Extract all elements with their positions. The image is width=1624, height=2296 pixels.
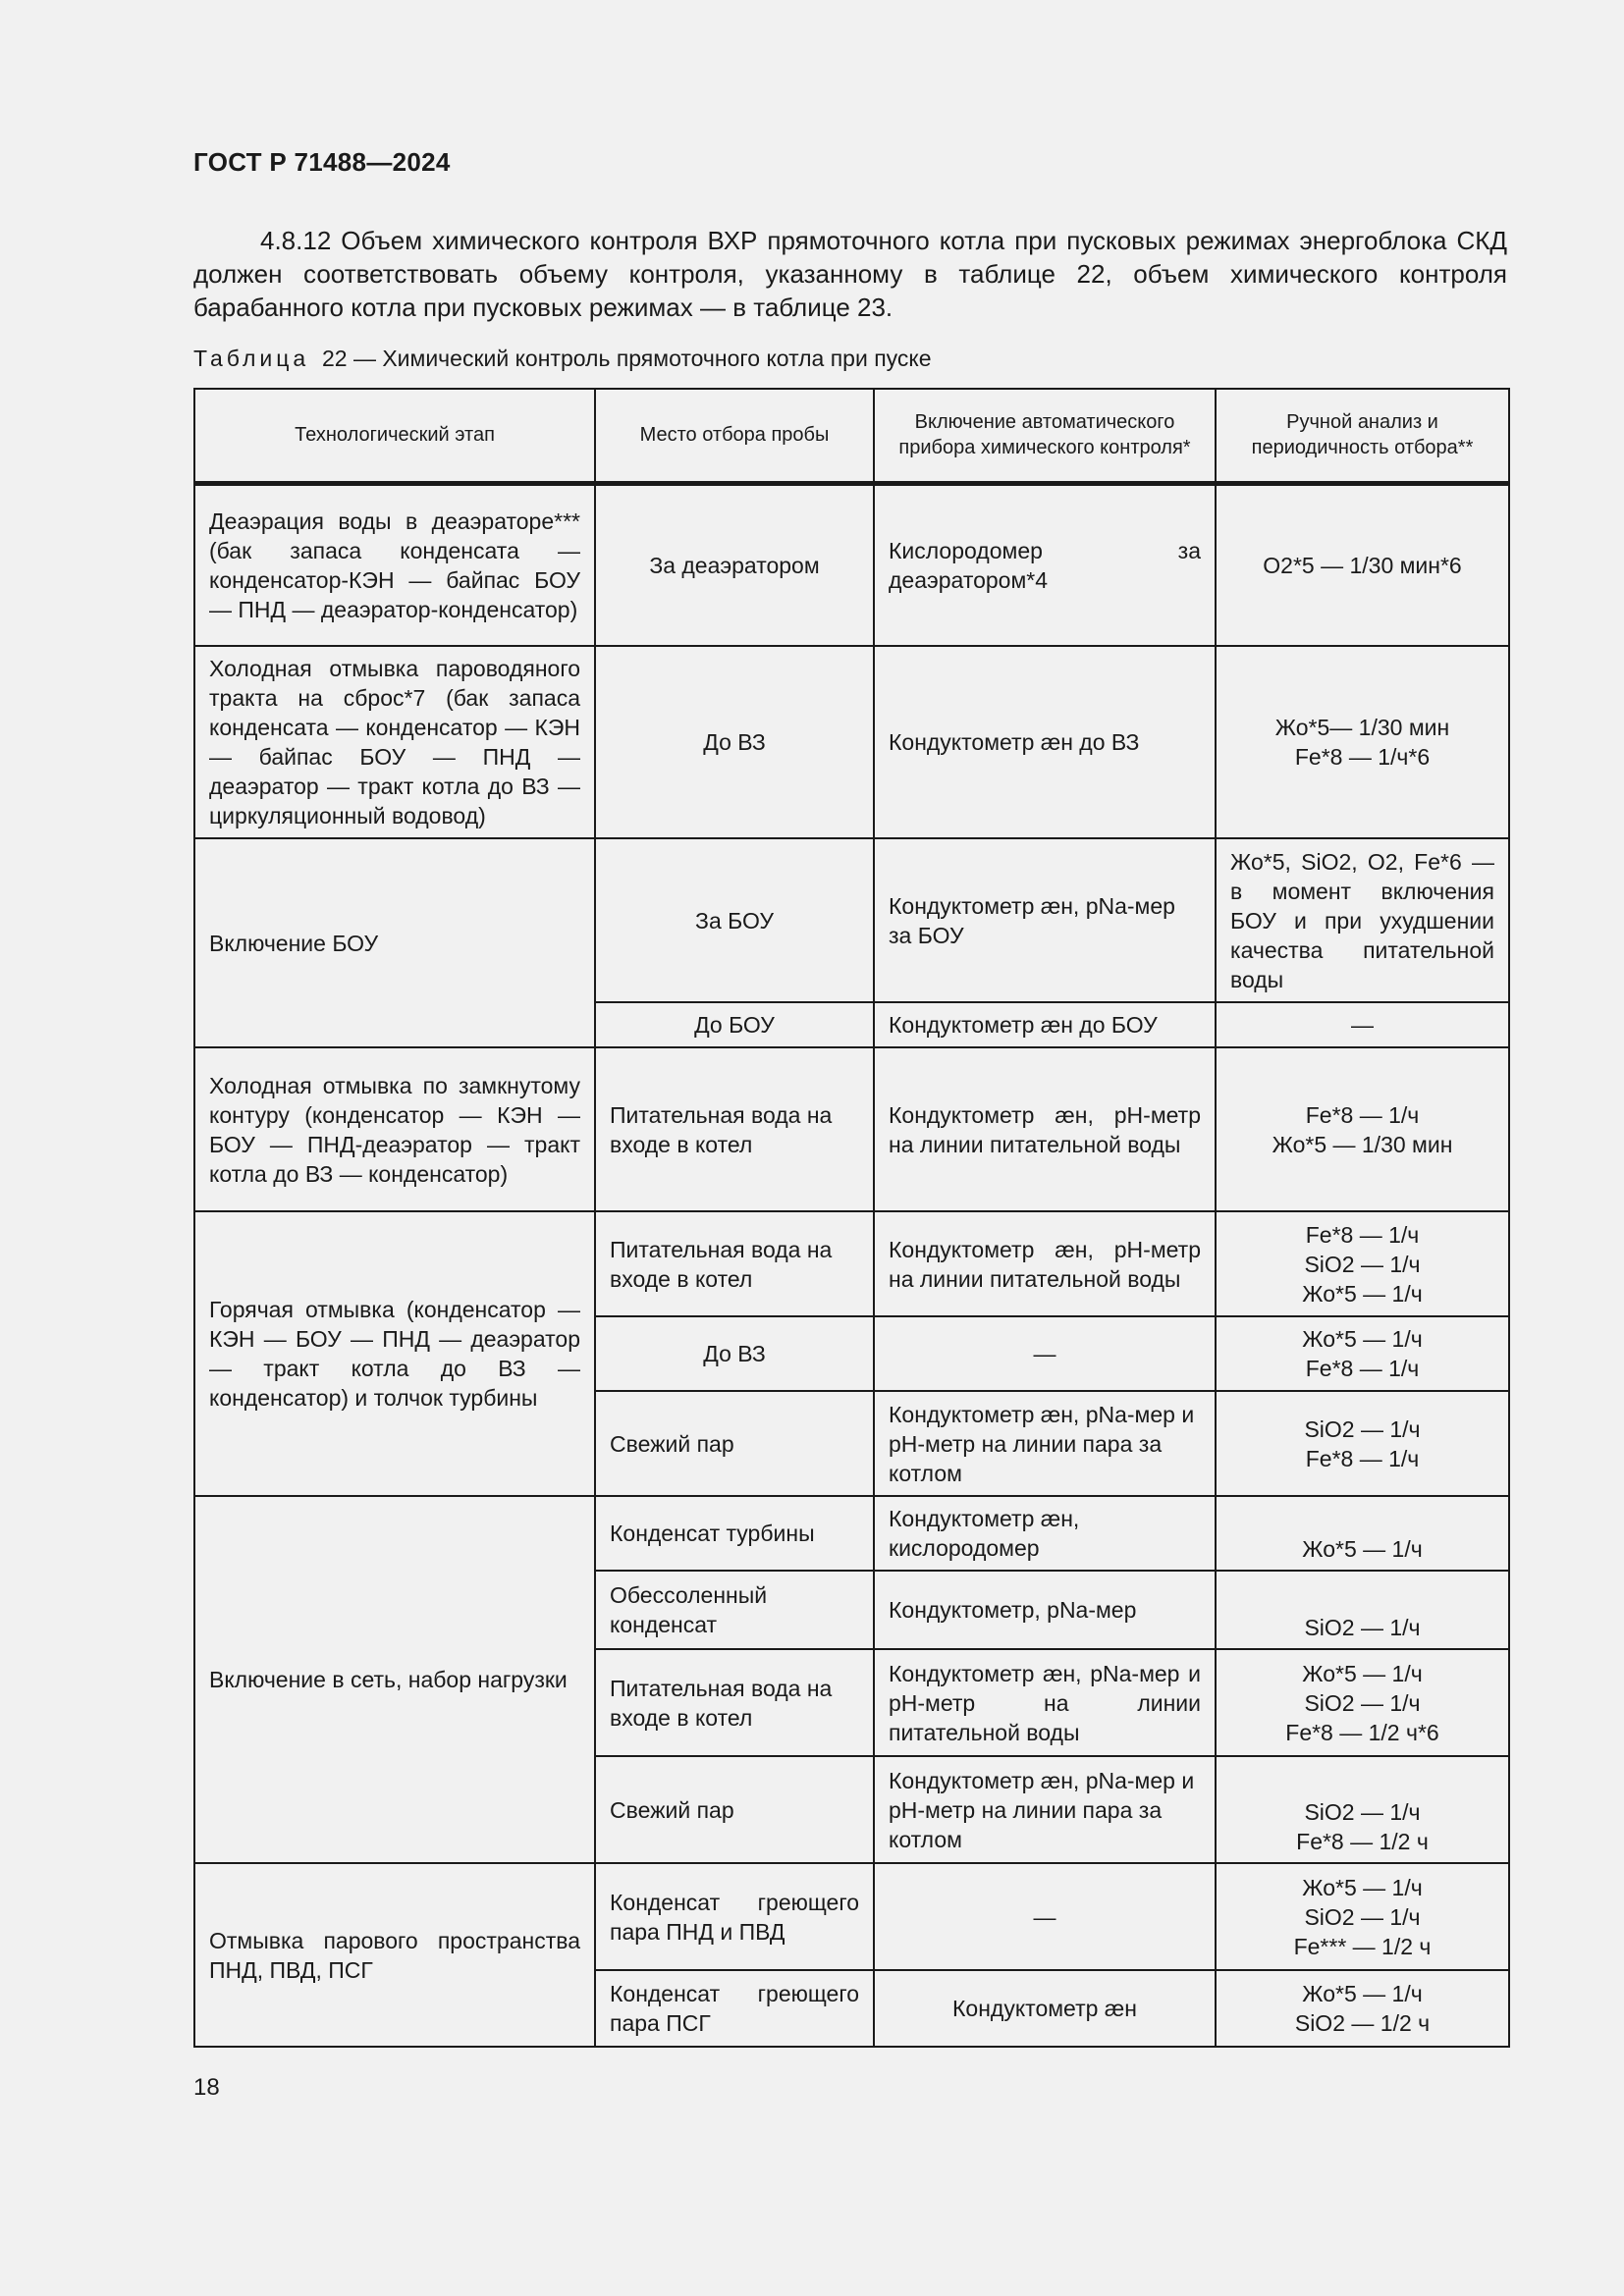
manual-line: O2*5 — 1/30 мин*6 (1263, 552, 1462, 578)
stage-cell: Включение БОУ (194, 838, 595, 1047)
table-row (194, 1211, 1509, 1316)
manual-line: SiO2 — 1/ч (1304, 1799, 1421, 1825)
place-cell: До ВЗ (595, 646, 874, 838)
device-cell: Кондуктометр æн, pH-метр на линии питательной воды (874, 1047, 1216, 1211)
manual-line: Fe*8 — 1/ч (1305, 1221, 1420, 1248)
device-cell: Кондуктометр æн, pNa-мер за БОУ (874, 838, 1216, 1002)
manual-cell (1216, 1863, 1509, 1970)
manual-cell (1216, 483, 1509, 646)
stage-cell: Холодная отмывка пароводяного тракта на сброс*7 (бак запаса конденсата — конденсатор — КЭН — байпас БОУ — ПНД — деаэратор — тракт котла до ВЗ — циркуляционный водовод) (194, 646, 595, 838)
chemical-control-table (193, 388, 1510, 2048)
document-header: ГОСТ Р 71488—2024 (193, 147, 451, 177)
page-number: 18 (193, 2074, 220, 2101)
header-device: Включение автоматического прибора химического контроля* (874, 389, 1216, 483)
manual-line: Fe*** — 1/2 ч (1293, 1933, 1432, 1959)
manual-line: Жо*5 — 1/ч (1302, 1981, 1423, 2006)
manual-line: SiO2 — 1/ч (1304, 1903, 1421, 1930)
stage-cell: Включение в сеть, набор нагрузки (194, 1496, 595, 1863)
table-row (194, 1863, 1509, 1970)
stage-cell: Холодная отмывка по замкнутому контуру (конденсатор — КЭН — БОУ — ПНД-деаэратор — тракт котла до ВЗ — конденсатор) (194, 1047, 595, 1211)
manual-line: Fe*8 — 1/ч*6 (1294, 744, 1431, 770)
manual-line: Жо*5 — 1/ч (1302, 1326, 1423, 1352)
manual-line: Жо*5— 1/30 мин (1274, 715, 1450, 740)
manual-line: Fe*8 — 1/ч (1305, 1101, 1420, 1128)
place-cell: До БОУ (595, 1002, 874, 1047)
device-cell: Кондуктометр æн до БОУ (874, 1002, 1216, 1047)
place-cell: Обессоленный конденсат (595, 1571, 874, 1649)
table-row (194, 646, 1509, 838)
manual-line: SiO2 — 1/ч (1304, 1689, 1421, 1716)
place-cell: Свежий пар (595, 1391, 874, 1496)
manual-line: Жо*5 — 1/ч (1302, 1280, 1423, 1307)
device-cell: Кондуктометр æн, кислородомер (874, 1496, 1216, 1571)
manual-cell (1216, 1002, 1509, 1047)
table-caption (193, 346, 932, 372)
manual-cell (1216, 1211, 1509, 1316)
manual-cell (1216, 1970, 1509, 2047)
device-cell: Кондуктометр æн, pNa-мер и pH-метр на линии пара за котлом (874, 1756, 1216, 1863)
place-cell: Свежий пар (595, 1756, 874, 1863)
place-cell: Конденсат греющего пара ПСГ (595, 1970, 874, 2047)
manual-cell (1216, 1391, 1509, 1496)
manual-line: Жо*5 — 1/30 мин (1272, 1131, 1453, 1157)
device-cell: Кислородомер за деаэратором*4 (874, 483, 1216, 646)
device-cell: Кондуктометр, pNa-мер (874, 1571, 1216, 1649)
manual-line: Fe*8 — 1/ч (1305, 1445, 1420, 1471)
manual-line: Жо*5, SiO2, O2, Fe*6 — в момент включения БОУ и при ухудшении качества питательной воды (1230, 848, 1494, 992)
stage-cell: Отмывка парового пространства ПНД, ПВД, ПСГ (194, 1863, 595, 2047)
manual-line: Жо*5 — 1/ч (1302, 1874, 1423, 1900)
manual-line: Fe*8 — 1/2 ч (1296, 1829, 1429, 1854)
manual-cell (1216, 1496, 1509, 1571)
paragraph-number: 4.8.12 (260, 226, 332, 255)
manual-line: Fe*8 — 1/2 ч*6 (1285, 1719, 1439, 1745)
manual-cell (1216, 1571, 1509, 1649)
table-row (194, 838, 1509, 1002)
stage-cell: Деаэрация воды в деаэраторе*** (бак запаса конденсата — конденсатор-КЭН — байпас БОУ — ПНД — деаэратор-конденсатор) (194, 483, 595, 646)
manual-line: SiO2 — 1/2 ч (1294, 2010, 1431, 2036)
device-cell: — (874, 1863, 1216, 1970)
place-cell: Конденсат турбины (595, 1496, 874, 1571)
manual-line: SiO2 — 1/ч (1304, 1615, 1421, 1640)
place-cell: За БОУ (595, 838, 874, 1002)
device-cell: — (874, 1316, 1216, 1391)
header-place: Место отбора пробы (595, 389, 874, 483)
stage-cell: Горячая отмывка (конденсатор — КЭН — БОУ — ПНД — деаэратор — тракт котла до ВЗ — конденсатор) и толчок турбины (194, 1211, 595, 1496)
manual-cell (1216, 1316, 1509, 1391)
device-cell: Кондуктометр æн, pNa-мер и pH-метр на линии питательной воды (874, 1649, 1216, 1756)
place-cell: Конденсат греющего пара ПНД и ПВД (595, 1863, 874, 1970)
paragraph-text: Объем химического контроля ВХР прямоточного котла при пусковых режимах энергоблока СКД должен соответствовать объему контроля, указанному в таблице 22, объем химического контроля барабанного котла при пусковых режимах — в таблице 23. (193, 226, 1507, 322)
table-row (194, 483, 1509, 646)
caption-text: 22 — Химический контроль прямоточного котла при пуске (321, 346, 932, 371)
manual-line: — (1351, 1012, 1374, 1038)
manual-cell (1216, 1649, 1509, 1756)
device-cell: Кондуктометр æн (874, 1970, 1216, 2047)
manual-line: SiO2 — 1/ч (1304, 1251, 1421, 1277)
place-cell: Питательная вода на входе в котел (595, 1649, 874, 1756)
device-cell: Кондуктометр æн до ВЗ (874, 646, 1216, 838)
manual-cell (1216, 646, 1509, 838)
place-cell: Питательная вода на входе в котел (595, 1047, 874, 1211)
manual-cell (1216, 1047, 1509, 1211)
manual-line: Жо*5 — 1/ч (1302, 1660, 1423, 1686)
header-manual: Ручной анализ и периодичность отбора** (1216, 389, 1509, 483)
manual-cell (1216, 838, 1509, 1002)
manual-line: Fe*8 — 1/ч (1305, 1356, 1420, 1381)
place-cell: За деаэратором (595, 483, 874, 646)
table-row (194, 1047, 1509, 1211)
manual-line: Жо*5 — 1/ч (1302, 1536, 1423, 1562)
paragraph-4-8-12 (193, 224, 1507, 324)
table-header-row (194, 389, 1509, 483)
place-cell: Питательная вода на входе в котел (595, 1211, 874, 1316)
device-cell: Кондуктометр æн, pNa-мер и pH-метр на линии пара за котлом (874, 1391, 1216, 1496)
caption-word: Таблица (193, 346, 310, 371)
manual-line: SiO2 — 1/ч (1304, 1415, 1421, 1442)
header-stage: Технологический этап (194, 389, 595, 483)
place-cell: До ВЗ (595, 1316, 874, 1391)
manual-cell (1216, 1756, 1509, 1863)
device-cell: Кондуктометр æн, pH-метр на линии питательной воды (874, 1211, 1216, 1316)
table-row (194, 1496, 1509, 1571)
